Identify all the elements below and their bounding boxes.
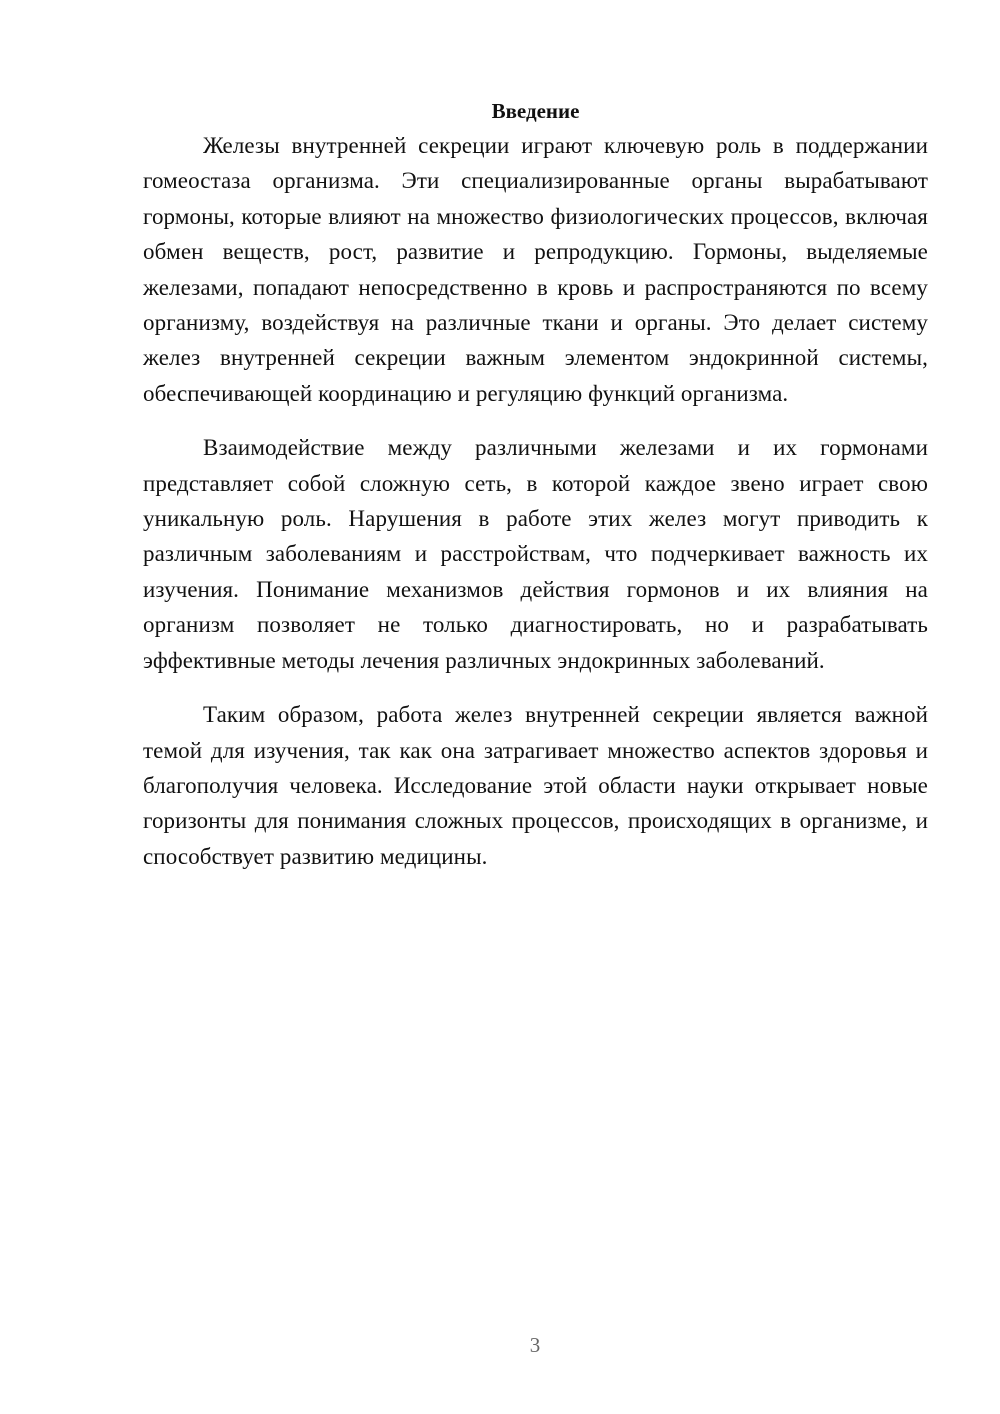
paragraph-2: Взаимодействие между различными железами и их гормонами представляет собой сложную сеть, в которой каждое звено играет свою уникальную роль. Нарушения в работе этих желез могут приводить к различным заболеваниям и расстройствам, что подчеркивает важность их изучения. Понимание механизмов действия гормонов и их влияния на организм позволяет не только диагностировать, но и разрабатывать эффективные методы лечения различных эндокринных заболеваний.	[143, 435, 928, 673]
page-number: 3	[529, 1333, 541, 1357]
page-content	[143, 94, 928, 874]
paragraph-1: Железы внутренней секреции играют ключевую роль в поддержании гомеостаза организма. Эти специализированные органы вырабатывают гормоны, которые влияют на множество физиологических процессов, включая обмен веществ, рост, развитие и репродукцию. Гормоны, выделяемые железами, попадают непосредственно в кровь и распространяются по всему организму, воздействуя на различные ткани и органы. Это делает систему желез внутренней секреции важным элементом эндокринной системы, обеспечивающей координацию и регуляцию функций организма.	[143, 133, 928, 406]
paragraph-3: Таким образом, работа желез внутренней секреции является важной темой для изучения, так как она затрагивает множество аспектов здоровья и благополучия человека. Исследование этой области науки открывает новые горизонты для понимания сложных процессов, происходящих в организме, и способствует развитию медицины.	[143, 702, 928, 869]
paragraph-gap	[143, 678, 928, 697]
paragraph-gap	[143, 411, 928, 430]
section-heading: Введение	[491, 99, 580, 123]
